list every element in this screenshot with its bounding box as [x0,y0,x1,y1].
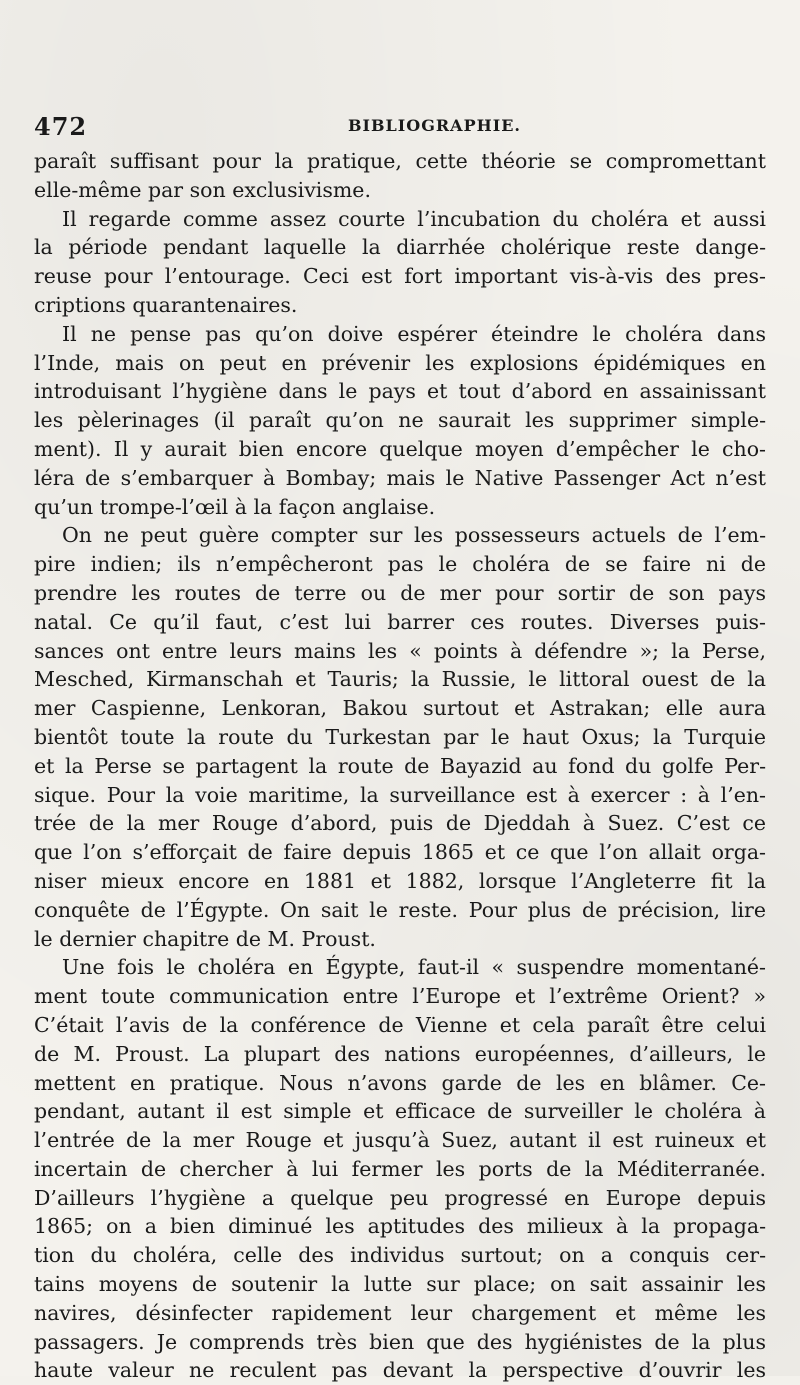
text-line: pendant, autant il est simple et efficace de surveiller le choléra à [34,1099,766,1124]
text-line: sique. Pour la voie maritime, la surveillance est à exercer : à l’en- [34,782,766,807]
text-line: niser mieux encore en 1881 et 1882, lorsque l’Angleterre fit la [34,868,766,893]
text-line: D’ailleurs l’hygiène a quelque peu progressé en Europe depuis [34,1185,766,1210]
text-line: tion du choléra, celle des individus surtout; on a conquis cer- [34,1243,766,1268]
page-number: 472 [34,112,88,141]
text-line: reuse pour l’entourage. Ceci est fort important vis-à-vis des pres- [34,264,766,289]
text-line: C’était l’avis de la conférence de Vienne et cela paraît être celui [34,1012,766,1037]
text-line: introduisant l’hygiène dans le pays et tout d’abord en assainissant [34,379,766,404]
text-line: conquête de l’Égypte. On sait le reste. Pour plus de précision, lire [34,897,766,922]
text-line: Une fois le choléra en Égypte, faut-il « suspendre momentané- [62,955,766,980]
text-line: et la Perse se partagent la route de Bayazid au fond du golfe Per- [34,753,766,778]
text-line: passagers. Je comprends très bien que des hygiénistes de la plus [34,1329,766,1354]
body-text [34,147,766,1385]
text-line: pire indien; ils n’empêcheront pas le choléra de se faire ni de [34,552,766,577]
text-line: l’Inde, mais on peut en prévenir les explosions épidémiques en [34,350,766,375]
text-line: prendre les routes de terre ou de mer pour sortir de son pays [34,580,766,605]
text-line: qu’un trompe-l’œil à la façon anglaise. [34,494,436,519]
text-line: mettent en pratique. Nous n’avons garde de les en blâmer. Ce- [34,1070,766,1095]
running-head: BIBLIOGRAPHIE. [348,116,521,135]
text-line: Il ne pense pas qu’on doive espérer éteindre le choléra dans [62,321,766,346]
text-line: tains moyens de soutenir la lutte sur place; on sait assainir les [34,1272,766,1297]
text-line: navires, désinfecter rapidement leur chargement et même les [34,1300,766,1325]
text-line: de M. Proust. La plupart des nations européennes, d’ailleurs, le [34,1041,766,1066]
text-line: Mesched, Kirmanschah et Tauris; la Russie, le littoral ouest de la [34,667,766,692]
text-line: léra de s’embarquer à Bombay; mais le Native Passenger Act n’est [34,465,766,490]
page-header [34,112,774,142]
text-line: natal. Ce qu’il faut, c’est lui barrer ces routes. Diverses puis- [34,609,766,634]
text-line: incertain de chercher à lui fermer les ports de la Méditerranée. [34,1156,766,1181]
text-line: ment toute communication entre l’Europe et l’extrême Orient? » [34,984,766,1009]
text-line: que l’on s’efforçait de faire depuis 1865 et ce que l’on allait orga- [34,840,766,865]
text-line: la période pendant laquelle la diarrhée cholérique reste dange- [34,235,766,260]
text-line: mer Caspienne, Lenkoran, Bakou surtout et Astrakan; elle aura [34,696,766,721]
text-line: Il regarde comme assez courte l’incubation du choléra et aussi [62,206,766,231]
text-line: sances ont entre leurs mains les « points à défendre »; la Perse, [34,638,766,663]
text-line: bientôt toute la route du Turkestan par le haut Oxus; la Turquie [34,724,766,749]
text-line: ment). Il y aurait bien encore quelque moyen d’empêcher le cho- [34,436,766,461]
text-line: trée de la mer Rouge d’abord, puis de Djeddah à Suez. C’est ce [34,811,766,836]
text-line: paraît suffisant pour la pratique, cette théorie se compromettant [34,149,766,173]
text-line: les pèlerinages (il paraît qu’on ne saurait les supprimer simple- [34,408,766,433]
text-line: elle-même par son exclusivisme. [34,177,371,202]
text-line: le dernier chapitre de M. Proust. [34,926,376,951]
text-line: On ne peut guère compter sur les possesseurs actuels de l’em- [62,523,766,548]
text-line: haute valeur ne reculent pas devant la perspective d’ouvrir les [34,1358,766,1383]
text-line: l’entrée de la mer Rouge et jusqu’à Suez, autant il est ruineux et [34,1128,766,1153]
text-line: criptions quarantenaires. [34,292,298,317]
text-line: 1865; on a bien diminué les aptitudes des milieux à la propaga- [34,1214,766,1239]
